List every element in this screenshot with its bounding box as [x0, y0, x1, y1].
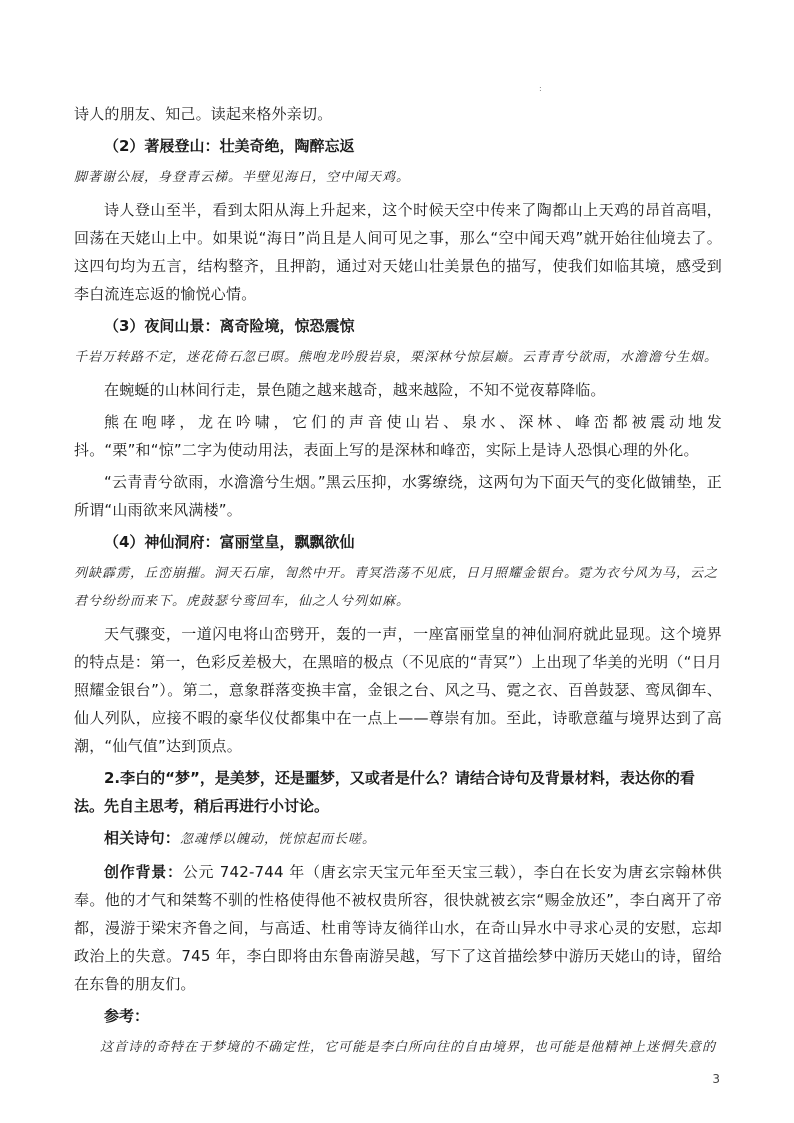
- paragraph: 在蜿蜒的山林间行走，景色随之越来越奇，越来越险，不知不觉夜幕降临。: [104, 381, 606, 399]
- paragraph: 天气骤变，一道闪电将山峦劈开，轰的一声，一座富丽堂皇的神仙洞府就此显现。这个境界的特点是：第一，色彩反差极大，在黑暗的极点（不见底的“青冥”）上出现了华美的光明（“日月照耀金银台”）。第二，意象群落变换丰富，金银之台、风之马、霓之衣、百兽鼓瑟、鸾凤御车、仙人列队，应接不暇的豪华仪仗都集中在一点上——尊崇有加。至此，诗歌意蕴与境界达到了高潮，“仙气值”达到顶点。: [74, 625, 722, 755]
- document-body: [74, 100, 722, 1066]
- section-heading: （2）著屐登山：壮美奇绝，陶醉忘返: [104, 137, 355, 155]
- background-label: 创作背景：: [104, 863, 183, 881]
- header-mark: :: [539, 84, 542, 93]
- section-heading: （4）神仙洞府：富丽堂皇，飘飘欲仙: [104, 533, 355, 551]
- reference-text: 这首诗的奇特在于梦境的不确定性，它可能是李白所向往的自由境界，也可能是他精神上迷惘失意的: [100, 1040, 717, 1055]
- section-heading: （3）夜间山景：离奇险境，惊恐震惊: [104, 317, 355, 335]
- poem-lines: 列缺霹雳，丘峦崩摧。洞天石扉，訇然中开。青冥浩荡不见底，日月照耀金银台。霓为衣兮风为马，云之君兮纷纷而来下。虎鼓瑟兮鸾回车，仙之人兮列如麻。: [74, 566, 719, 609]
- background-paragraph: [74, 858, 722, 998]
- related-lines: [74, 824, 722, 854]
- related-label: 相关诗句：: [104, 829, 181, 847]
- paragraph: 熊在咆哮，龙在吟啸，它们的声音使山岩、泉水、深林、峰峦都被震动地发抖。“栗”和“惊”二字为使动用法，表面上写的是深林和峰峦，实际上是诗人恐惧心理的外化。: [74, 413, 722, 459]
- background-text: 公元 742-744 年（唐玄宗天宝元年至天宝三载），李白在长安为唐玄宗翰林供奉。他的才气和桀骜不驯的性格使得他不被权贵所容，很快就被玄宗“赐金放还”，李白离开了帝都，漫游于梁宋齐鲁之间，与高适、杜甫等诗友徜徉山水，在奇山异水中寻求心灵的安慰，忘却政治上的失意。745 年，李白即将由东鲁南游吴越，写下了这首描绘梦中游历天姥山的诗，留给在东鲁的朋友们。: [74, 863, 722, 993]
- page-number: 3: [712, 1072, 720, 1086]
- paragraph: 诗人登山至半，看到太阳从海上升起来，这个时候天空中传来了陶都山上天鸡的昂首高唱，回荡在天姥山上中。如果说“海日”尚且是人间可见之事，那么“空中闻天鸡”就开始往仙境去了。这四句均为五言，结构整齐，且押韵，通过对天姥山壮美景色的描写，使我们如临其境，感受到李白流连忘返的愉悦心情。: [74, 201, 722, 303]
- paragraph: “云青青兮欲雨，水澹澹兮生烟。”黑云压抑，水雾缭绕，这两句为下面天气的变化做铺垫，正所谓“山雨欲来风满楼”。: [74, 473, 722, 519]
- paragraph: 诗人的朋友、知己。读起来格外亲切。: [74, 105, 333, 123]
- poem-lines: 千岩万转路不定，迷花倚石忽已暝。熊咆龙吟殷岩泉，栗深林兮惊层巅。云青青兮欲雨，水澹澹兮生烟。: [74, 350, 719, 365]
- reference-label: 参考：: [104, 1007, 150, 1025]
- question-heading: 2.李白的“梦”，是美梦，还是噩梦，又或者是什么？请结合诗句及背景材料，表达你的看法。先自主思考，稍后再进行小讨论。: [74, 769, 695, 815]
- poem-lines: 脚著谢公屐，身登青云梯。半壁见海日，空中闻天鸡。: [74, 170, 411, 185]
- related-text: 忽魂悸以魄动，恍惊起而长嗟。: [180, 832, 377, 847]
